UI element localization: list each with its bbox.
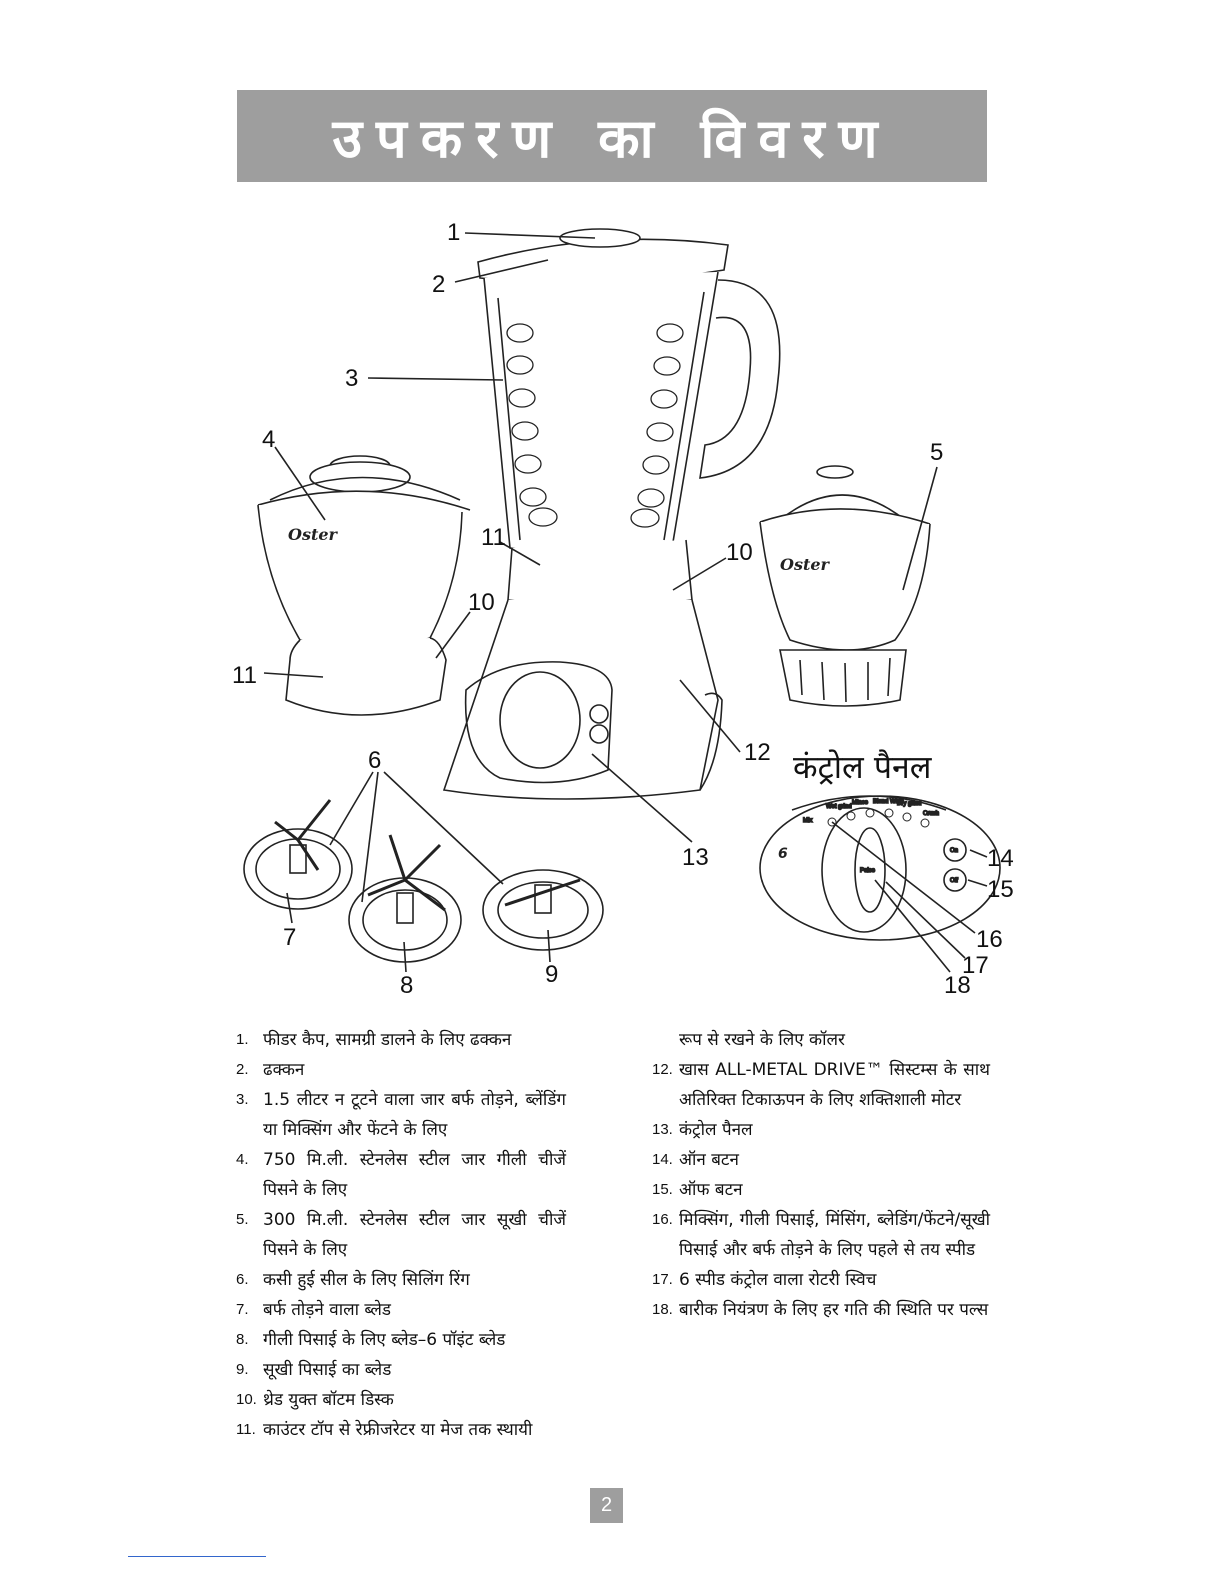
brand-logo-right: Oster [780, 555, 829, 574]
callout-11-wet-jar: 11 [232, 662, 257, 689]
list-item: 1. फीडर कैप, सामग्री डालने के लिए ढक्कन [236, 1030, 512, 1050]
panel-label-crush: Crush [923, 811, 940, 817]
list-item: 15. ऑफ बटन [652, 1180, 743, 1200]
callout-16: 16 [976, 926, 1003, 953]
parts-list-left [236, 1025, 566, 1445]
list-item: 2. ढक्कन [236, 1060, 305, 1080]
panel-off-button: Off [950, 878, 958, 884]
list-item: 8. गीली पिसाई के लिए ब्लेड–6 पॉइंट ब्लेड [236, 1330, 506, 1350]
list-item: 9. सूखी पिसाई का ब्लेड [236, 1360, 392, 1380]
callout-10-main: 10 [726, 539, 753, 566]
callout-13: 13 [682, 844, 709, 871]
panel-label-mix: Mix [803, 818, 813, 824]
list-item: 13. कंट्रोल पैनल [652, 1120, 753, 1140]
page-title: उपकरण का विवरण [332, 107, 892, 170]
panel-label-wet-grind: Wet grind [826, 804, 852, 810]
callout-15: 15 [987, 876, 1014, 903]
callout-6: 6 [368, 747, 382, 774]
list-item: 14. ऑन बटन [652, 1150, 739, 1170]
callout-12: 12 [744, 739, 771, 766]
ice-crush-blade [244, 800, 352, 909]
list-item: 12. खास ALL-METAL DRIVE™ सिस्टम्स के साथ अतिरिक्त टिकाऊपन के लिए शक्तिशाली मोटर [652, 1060, 990, 1110]
callout-2: 2 [432, 271, 446, 298]
callout-18: 18 [944, 972, 971, 999]
brand-logo-left: Oster [288, 525, 337, 544]
callout-7: 7 [283, 924, 297, 951]
list-item: 7. बर्फ तोड़ने वाला ब्लेड [236, 1300, 391, 1320]
wet-grind-blade [349, 835, 461, 962]
control-panel-heading: कंट्रोल पैनल [793, 748, 932, 786]
callout-11-main: 11 [481, 524, 506, 551]
callout-3: 3 [345, 365, 359, 392]
callout-14: 14 [987, 845, 1014, 872]
panel-on-button: On [950, 848, 959, 854]
callout-9: 9 [545, 961, 559, 988]
list-item: 3. 1.5 लीटर न टूटने वाला जार बर्फ तोड़ने, ब्लेंडिंग या मिक्सिंग और फेंटने के लिए [236, 1090, 566, 1140]
panel-label-dry-grind: Dry grind [897, 801, 922, 807]
panel-speed-badge: 6 [778, 846, 788, 862]
panel-label-mince: Mince [852, 800, 869, 806]
list-item: 16. मिक्सिंग, गीली पिसाई, मिंसिंग, ब्लेडिंग/फेंटने/सूखी पिसाई और बर्फ तोड़ने के लिए पहले से तय स्पीड [652, 1210, 990, 1260]
list-item: 6. कसी हुई सील के लिए सिलिंग रिंग [236, 1270, 470, 1290]
list-item: 17. 6 स्पीड कंट्रोल वाला रोटरी स्विच [652, 1270, 877, 1290]
callout-17: 17 [962, 952, 989, 979]
callout-5: 5 [930, 439, 944, 466]
callout-4: 4 [262, 426, 276, 453]
parts-list-right [652, 1025, 990, 1325]
page-number: 2 [590, 1488, 623, 1523]
main-blender [444, 229, 780, 799]
wet-grind-jar [258, 456, 470, 715]
list-item-continuation: रूप से रखने के लिए कॉलर [679, 1030, 845, 1050]
panel-label-blend-whip: Blend Whip [873, 799, 904, 805]
panel-pulse-button: Pulse [860, 868, 876, 874]
list-item: 18. बारीक नियंत्रण के लिए हर गति की स्थिति पर पल्स [652, 1300, 989, 1320]
list-item: 10. थ्रेड युक्त बॉटम डिस्क [236, 1390, 394, 1410]
callout-10-wet-jar: 10 [468, 589, 495, 616]
footer-link-underline[interactable] [128, 1556, 266, 1557]
control-panel-detail [760, 796, 1000, 940]
callout-8: 8 [400, 972, 414, 999]
list-item: 4. 750 मि.ली. स्टेनलेस स्टील जार गीली चीजें पिसने के लिए [236, 1150, 566, 1200]
callout-1: 1 [447, 219, 461, 246]
list-item: 5. 300 मि.ली. स्टेनलेस स्टील जार सूखी चीजें पिसने के लिए [236, 1210, 566, 1260]
list-item: 11. काउंटर टॉप से रेफ्रीजरेटर या मेज तक स्थायी [236, 1420, 533, 1440]
